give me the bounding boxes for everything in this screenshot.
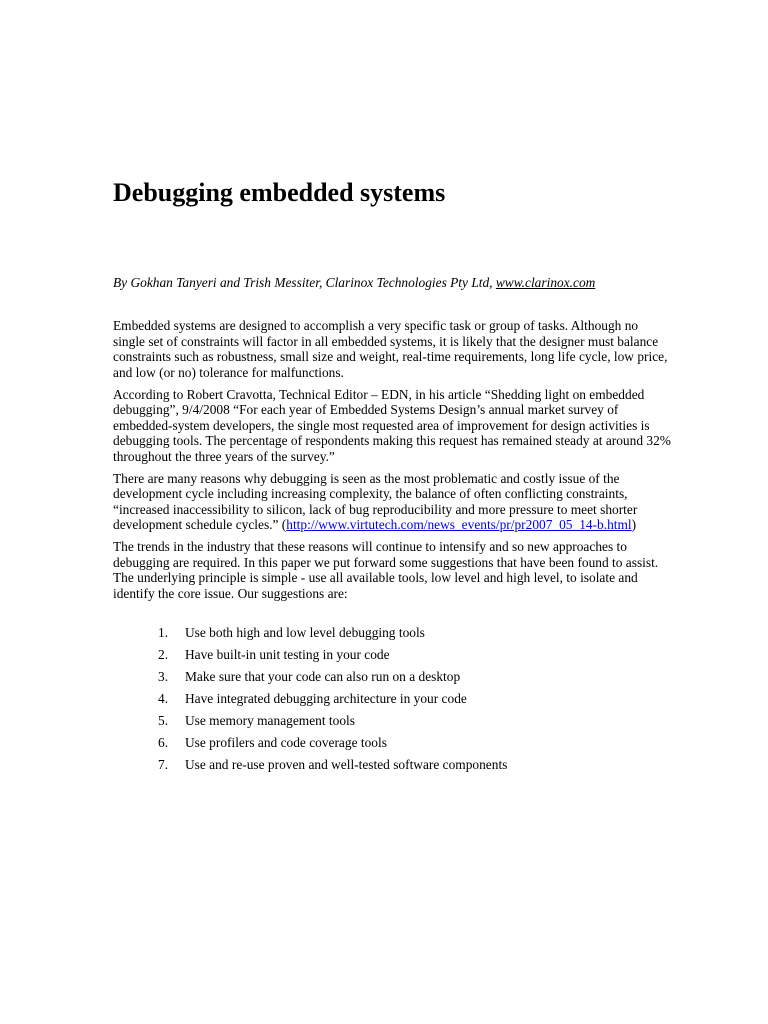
list-item-text: Use profilers and code coverage tools (185, 735, 387, 750)
paragraph-quote: According to Robert Cravotta, Technical Editor – EDN, in his article “Shedding light on embedded debugging”, 9/4/2008 “For each year of Embedded Systems Design’s annual market survey of embedded-system developers, the single most requested area of improvement for design activities is debugging tools. The percentage of respondents making this request has remained steady at around 32% throughout the three years of the survey.” (113, 386, 671, 464)
list-item-text: Have built-in unit testing in your code (185, 647, 390, 662)
list-item-number: 3. (158, 669, 169, 684)
list-item-text: Use memory management tools (185, 713, 355, 728)
list-item-text: Make sure that your code can also run on a desktop (185, 669, 461, 684)
list-item-text: Have integrated debugging architecture in your code (185, 691, 467, 706)
byline-text: By Gokhan Tanyeri and Trish Messiter, Clarinox Technologies Pty Ltd, (113, 275, 496, 290)
paragraph-reasons-close: ) (631, 517, 637, 532)
list-item (158, 691, 507, 713)
document-title: Debugging embedded systems (113, 178, 446, 207)
paragraph-trends: The trends in the industry that these reasons will continue to intensify and so new approaches to debugging are required. In this paper we put forward some suggestions that have been found to assist. The underlying principle is simple - use all available tools, low level and high level, to isolate and identify the core issue. Our suggestions are: (113, 539, 659, 601)
clarinox-link[interactable]: www.clarinox.com (495, 275, 596, 290)
list-item (158, 713, 507, 735)
paragraph-reasons-text: There are many reasons why debugging is seen as the most problematic and costly issue of the development cycle including increasing complexity, the balance of often conflicting constraints, “increased inaccessibility to silicon, lack of bug reproducibility and more pressure to meet shorter development schedule cycles.” ( (113, 470, 638, 532)
list-item-text: Use both high and low level debugging tools (185, 625, 425, 640)
paragraph-reasons (113, 471, 673, 533)
list-item (158, 625, 507, 647)
list-item (158, 647, 507, 669)
list-item-text: Use and re-use proven and well-tested software components (185, 757, 508, 772)
list-item-number: 1. (158, 625, 169, 640)
list-item-number: 2. (158, 647, 169, 662)
byline (113, 275, 595, 291)
list-item-number: 4. (158, 691, 169, 706)
list-item (158, 757, 507, 779)
list-item (158, 735, 507, 757)
list-item-number: 5. (158, 713, 169, 728)
virtutech-link[interactable]: http://www.virtutech.com/news_events/pr/pr2007_05_14-b.html (286, 517, 632, 532)
suggestions-list (158, 625, 507, 779)
list-item-number: 7. (158, 757, 169, 772)
list-item (158, 669, 507, 691)
list-item-number: 6. (158, 735, 169, 750)
paragraph-intro: Embedded systems are designed to accomplish a very specific task or group of tasks. Although no single set of constraints will factor in all embedded systems, it is likely that the designer must balance constraints such as robustness, small size and weight, real-time requirements, long life cycle, low price, and low (or no) tolerance for malfunctions. (113, 318, 668, 380)
document-body (113, 318, 673, 608)
